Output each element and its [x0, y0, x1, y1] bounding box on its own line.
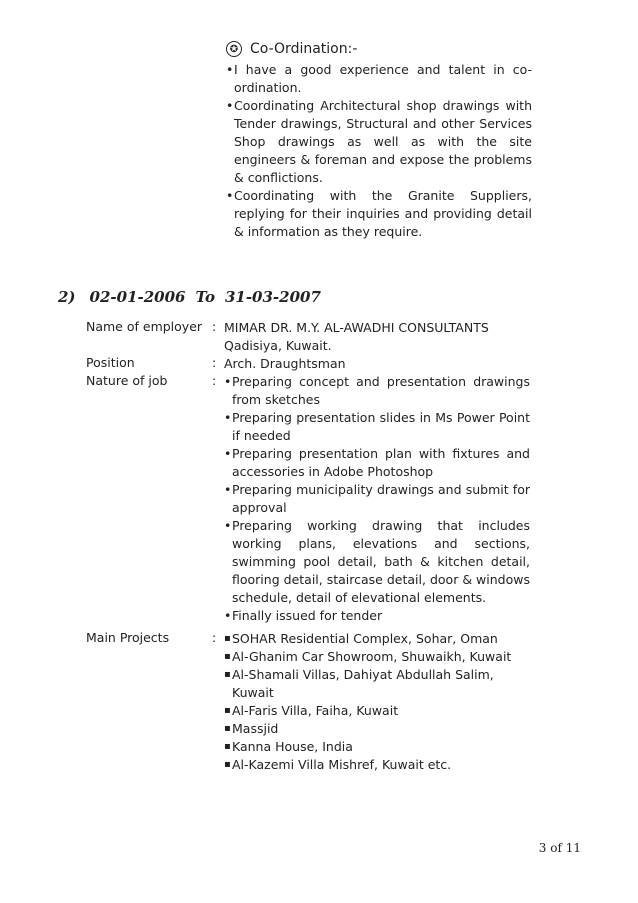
- colon: :: [212, 319, 217, 334]
- project-item: ▪ SOHAR Residential Complex, Sohar, Oman: [224, 631, 498, 646]
- nature-item: • Preparing presentation slides in Ms Power Point if needed: [224, 410, 530, 443]
- project-item: ▪ Al-Ghanim Car Showroom, Shuwaikh, Kuwait: [224, 649, 512, 664]
- period-to: 31-03-2007: [224, 288, 321, 306]
- project-item: ▪ Al-Kazemi Villa Mishref, Kuwait etc.: [224, 757, 452, 772]
- employer-label: Name of employer: [86, 319, 203, 334]
- section-number: 2): [58, 288, 76, 306]
- square-bullet-icon: ▪: [224, 759, 231, 770]
- period-to-word: To: [195, 288, 215, 306]
- bullet-icon: •: [224, 446, 232, 461]
- employer-name: MIMAR DR. M.Y. AL-AWADHI CONSULTANTS: [224, 320, 489, 335]
- employer-value: [224, 319, 530, 355]
- nature-row: [86, 373, 530, 625]
- coordination-item: • I have a good experience and talent in co-ordination.: [226, 62, 532, 95]
- position-value: Arch. Draughtsman: [224, 356, 346, 371]
- period-from: 02-01-2006: [89, 288, 186, 306]
- bullet-icon: •: [224, 482, 232, 497]
- nature-item: • Finally issued for tender: [224, 608, 383, 623]
- bullet-icon: •: [226, 98, 234, 113]
- bullet-icon: •: [224, 608, 232, 623]
- star-bullet-icon: ✪: [226, 41, 242, 57]
- project-item: ▪ Al-Faris Villa, Faiha, Kuwait: [224, 703, 399, 718]
- bullet-icon: •: [224, 410, 232, 425]
- nature-item: • Preparing working drawing that includes working plans, elevations and sections, swimming pool detail, bath & kitchen detail, flooring detail, staircase detail, door & windows schedule, detail of elevational elements.: [224, 518, 530, 605]
- bullet-icon: •: [226, 62, 234, 77]
- coordination-heading: [226, 41, 532, 57]
- employer-location: Qadisiya, Kuwait.: [224, 338, 332, 353]
- bullet-icon: •: [224, 374, 232, 389]
- position-row: [86, 355, 530, 373]
- projects-list: [224, 630, 530, 774]
- coordination-block: [226, 41, 532, 241]
- square-bullet-icon: ▪: [224, 669, 231, 680]
- bullet-icon: •: [226, 188, 234, 203]
- square-bullet-icon: ▪: [224, 633, 231, 644]
- project-item: ▪ Al-Shamali Villas, Dahiyat Abdullah Salim, Kuwait: [224, 667, 494, 700]
- square-bullet-icon: ▪: [224, 705, 231, 716]
- square-bullet-icon: ▪: [224, 723, 231, 734]
- page-number: 3 of 11: [538, 841, 581, 855]
- employment-period-heading: [58, 288, 321, 306]
- projects-row: [86, 630, 530, 774]
- project-item: ▪ Massjid: [224, 721, 279, 736]
- square-bullet-icon: ▪: [224, 741, 231, 752]
- colon: :: [212, 630, 217, 645]
- nature-label: Nature of job: [86, 373, 168, 388]
- nature-list: [224, 373, 530, 625]
- bullet-icon: •: [224, 518, 232, 533]
- colon: :: [212, 373, 217, 388]
- employer-row: [86, 319, 530, 355]
- coordination-item: • Coordinating with the Granite Suppliers, replying for their inquiries and providing detail & information as they require.: [226, 188, 532, 239]
- project-item: ▪ Kanna House, India: [224, 739, 353, 754]
- colon: :: [212, 355, 217, 370]
- square-bullet-icon: ▪: [224, 651, 231, 662]
- coordination-heading-text: Co-Ordination:-: [250, 41, 358, 57]
- position-label: Position: [86, 355, 135, 370]
- nature-item: • Preparing concept and presentation drawings from sketches: [224, 374, 530, 407]
- nature-item: • Preparing municipality drawings and submit for approval: [224, 482, 530, 515]
- nature-item: • Preparing presentation plan with fixtures and accessories in Adobe Photoshop: [224, 446, 530, 479]
- coordination-item: • Coordinating Architectural shop drawings with Tender drawings, Structural and other Services Shop drawings as well as with the site engineers & foreman and expose the problems & conflictions.: [226, 98, 532, 185]
- projects-label: Main Projects: [86, 630, 170, 645]
